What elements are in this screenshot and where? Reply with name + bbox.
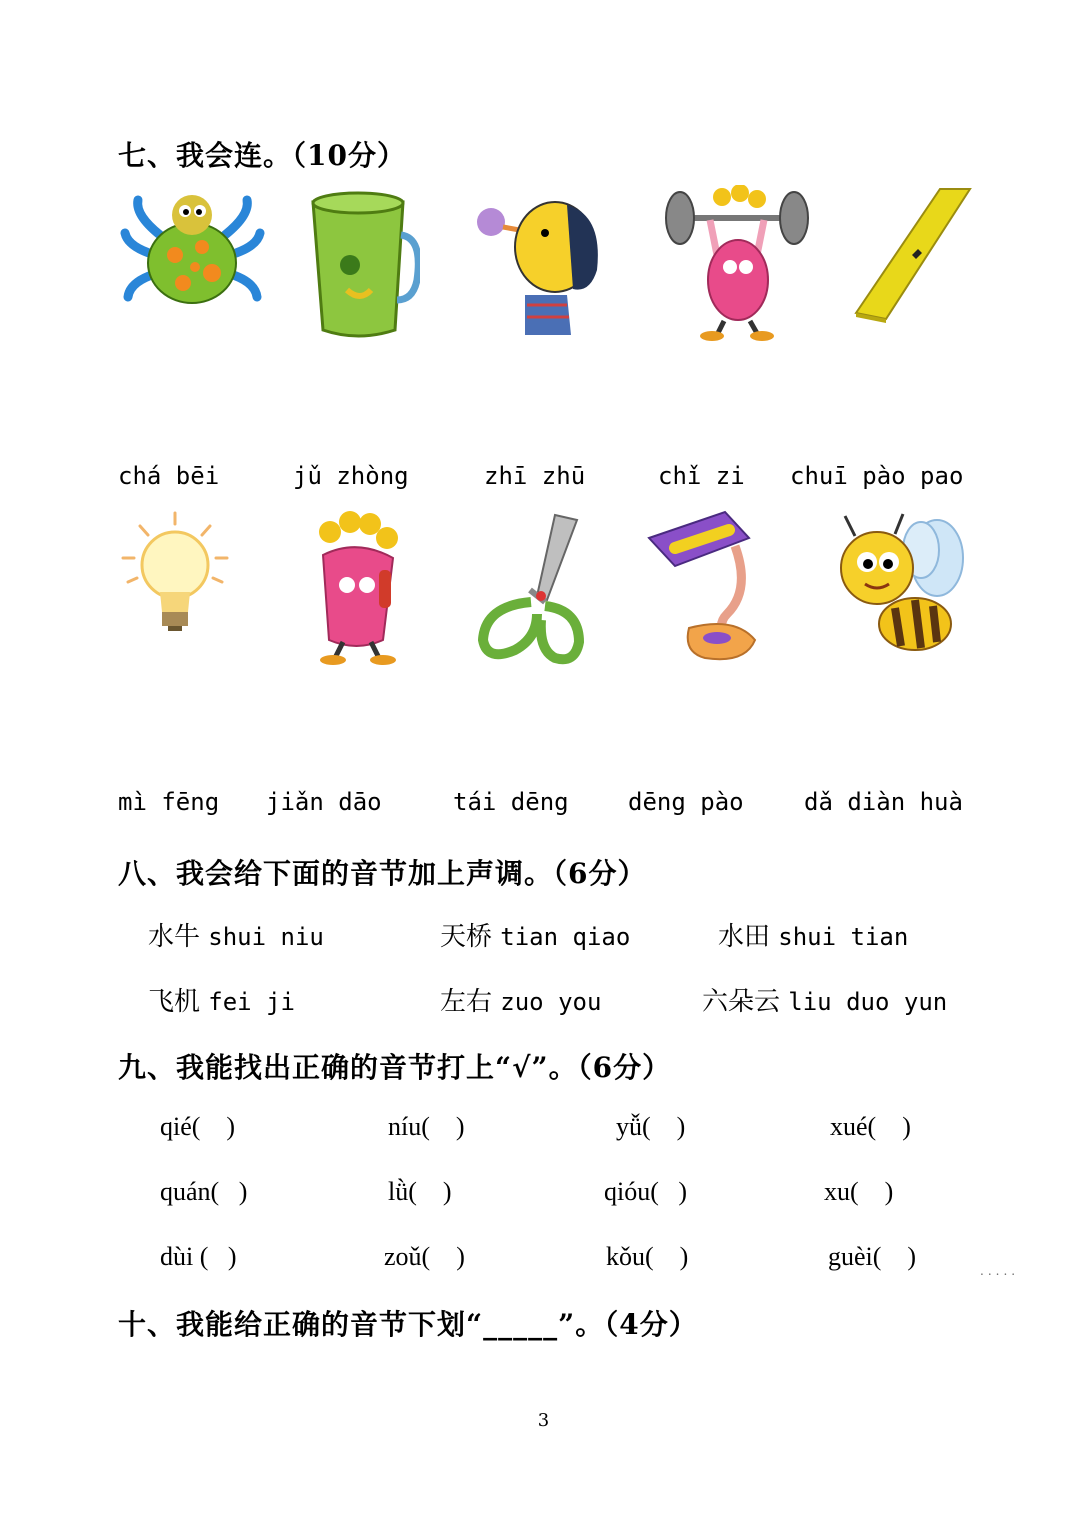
desk-lamp-icon [645,510,760,666]
section7-title: 七、我会连。（10分） [118,139,406,172]
tone-item: 飞机 fei ji [148,987,295,1017]
syllable-choice: qié( ) [160,1112,236,1141]
pinyin-jian-dao: jiǎn dāo [266,788,382,816]
page-number: 3 [537,1410,550,1431]
section8-title: 八、我会给下面的音节加上声调。（6分） [118,857,647,890]
pinyin-da-dian-hua: dǎ diàn huà [804,788,963,816]
tone-item: 水田 shui tian [718,922,909,952]
section10-title: 十、我能给正确的音节下划“_____”。（4分） [118,1308,698,1341]
pinyin-deng-pao: dēng pào [628,788,744,816]
syllable-choice: dùi ( ) [160,1242,237,1271]
syllable-choice: yǚ( ) [616,1112,686,1141]
tone-item: 天桥 tian qiao [440,922,631,952]
syllable-choice: guèi( ) [828,1242,917,1271]
pinyin-tai-deng: tái dēng [453,788,569,816]
syllable-choice: níu( ) [388,1112,465,1141]
pinyin-zhi-zhu: zhī zhū [484,462,586,490]
syllable-choice: quán( ) [160,1177,248,1206]
ruler-icon [852,185,972,325]
pinyin-cha-bei: chá bēi [118,462,220,490]
bee-icon [835,508,965,668]
pinyin-ju-zhong: jǔ zhòng [293,462,409,490]
syllable-choice: zoǔ( ) [384,1242,465,1271]
syllable-choice: kǒu( ) [606,1242,689,1271]
syllable-choice: qióu( ) [604,1177,688,1206]
tone-item: 左右 zuo you [440,987,602,1017]
dotted-leader: ..... [980,1264,1020,1278]
syllable-choice: lǜ( ) [388,1177,452,1206]
syllable-choice: xué( ) [830,1112,911,1141]
scissors-icon [475,510,587,668]
pinyin-chi-zi: chǐ zi [658,462,745,490]
lightbulb-icon [118,510,233,635]
spider-icon [120,185,265,310]
section9-title: 九、我能找出正确的音节打上“√”。（6分） [118,1051,672,1084]
weightlifting-icon [662,185,812,343]
pinyin-chui-pao-pao: chuī pào pao [790,462,964,490]
bubble-blowing-icon [475,185,605,345]
phone-call-icon [305,510,410,670]
pinyin-mi-feng: mì fēng [118,788,220,816]
tone-item: 六朵云 liu duo yun [702,987,948,1017]
cup-icon [305,190,420,340]
tone-item: 水牛 shui niu [148,922,324,952]
syllable-choice: xu( ) [824,1177,894,1206]
